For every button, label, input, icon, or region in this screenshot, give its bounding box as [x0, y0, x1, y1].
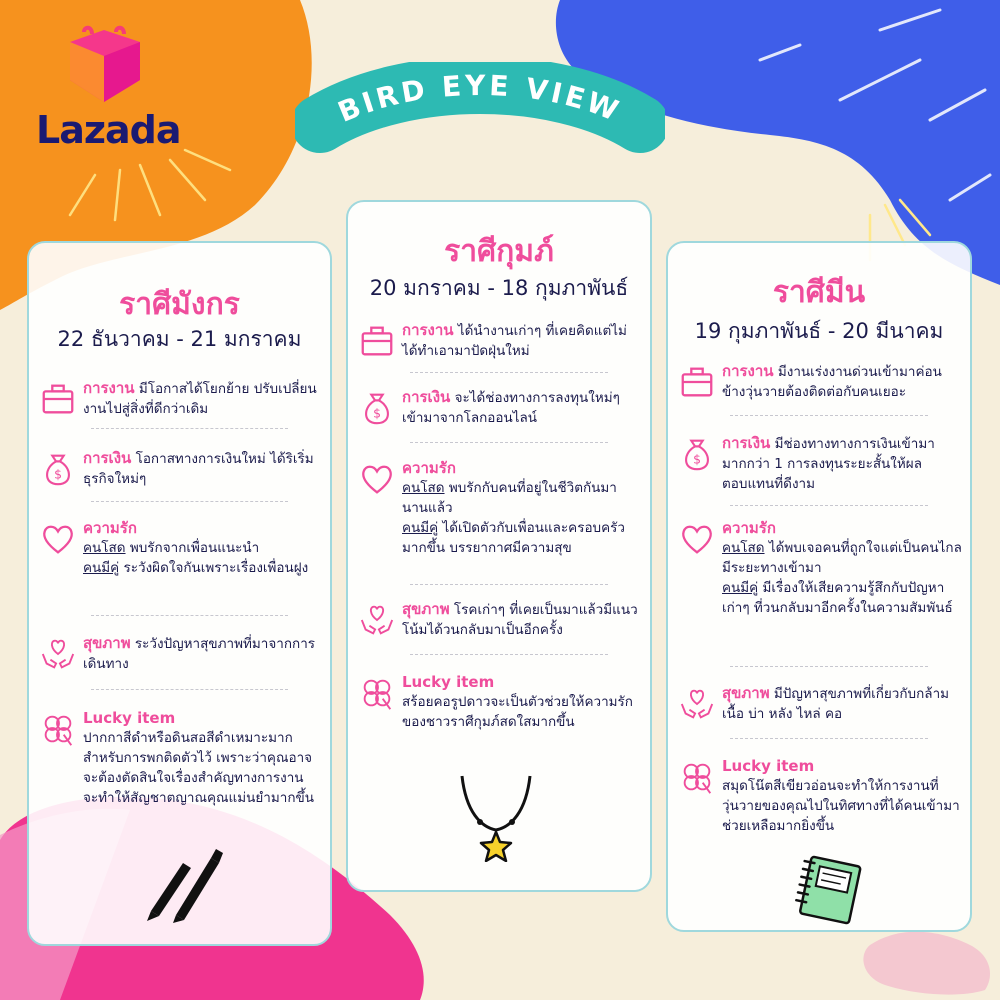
heart-icon [678, 520, 716, 558]
couple-label: คนมีคู่ [83, 560, 120, 576]
briefcase-icon [358, 322, 396, 360]
divider [730, 666, 928, 667]
divider [91, 501, 288, 502]
divider [410, 372, 608, 373]
sign-dates: 22 ธันวาคม - 21 มกราคม [57, 327, 302, 351]
health-hands-icon [678, 685, 716, 723]
clover-icon [358, 674, 396, 712]
couple-label: คนมีคู่ [722, 580, 759, 596]
pen-icon [141, 843, 226, 923]
money-label: การเงิน [722, 434, 771, 452]
money-text: จะได้ช่องทางการลงทุนใหม่ๆ เข้ามาจากโลกออนไลน์ [402, 390, 620, 426]
health-label: สุขภาพ [722, 684, 770, 702]
sign-title: ราศีมีน [772, 275, 866, 310]
capricorn-card [27, 241, 332, 946]
divider [730, 415, 928, 416]
lucky-label: Lucky item [402, 673, 495, 691]
money-text: โอกาสทางการเงินใหม่ ได้ริเริ่มธุรกิจใหม่ๆ [83, 451, 314, 487]
health-label: สุขภาพ [83, 634, 131, 652]
divider [91, 615, 288, 616]
divider [410, 442, 608, 443]
briefcase-icon [678, 363, 716, 401]
svg-text:$: $ [373, 406, 381, 421]
heart-icon [39, 520, 77, 558]
health-hands-icon [358, 601, 396, 639]
couple-text: ได้เปิดตัวกับเพื่อนและครอบครัวมากขึ้น บรรยากาศมีความสุข [402, 520, 625, 556]
lazada-wordmark: Lazada [36, 108, 181, 152]
single-text: ได้พบเจอคนที่ถูกใจแต่เป็นคนไกลมีระยะทางเข้ามา [722, 540, 962, 576]
money-label: การเงิน [402, 388, 451, 406]
heart-icon [358, 460, 396, 498]
love-label: ความรัก [83, 519, 137, 537]
lazada-box-icon [64, 24, 146, 106]
lucky-label: Lucky item [722, 757, 815, 775]
work-text: มีงานเร่งงานด่วนเข้ามาค่อนข้างวุ่นวายต้องติดต่อกับคนเยอะ [722, 364, 942, 400]
divider [91, 428, 288, 429]
health-text: ระวังปัญหาสุขภาพที่มาจากการเดินทาง [83, 636, 316, 672]
divider [410, 584, 608, 585]
title-banner [295, 62, 665, 162]
couple-text: มีเรื่องให้เสียความรู้สึกกับปัญหาเก่าๆ ที่วนกลับมาอีกครั้งในความสัมพันธ์ [722, 580, 953, 616]
money-bag-icon [39, 450, 77, 488]
divider [91, 689, 288, 690]
money-bag-icon [358, 389, 396, 427]
health-hands-icon [39, 635, 77, 673]
svg-text:$: $ [693, 452, 701, 467]
divider [730, 738, 928, 739]
work-label: การงาน [722, 362, 774, 380]
health-text: มีปัญหาสุขภาพที่เกี่ยวกับกล้ามเนื้อ บ่า หลัง ไหล่ คอ [722, 686, 950, 722]
divider [410, 654, 608, 655]
money-label: การเงิน [83, 449, 132, 467]
sign-dates: 20 มกราคม - 18 กุมภาพันธ์ [369, 276, 629, 300]
single-label: คนโสด [722, 540, 765, 556]
couple-text: ระวังผิดใจกันเพราะเรื่องเพื่อนฝูง [123, 560, 309, 576]
lucky-label: Lucky item [83, 709, 176, 727]
single-text: พบรักจากเพื่อนแนะนำ [129, 540, 260, 556]
work-text: มีโอกาสได้โยกย้าย ปรับเปลี่ยนงานไปสู่สิ่งที่ดีกว่าเดิม [83, 381, 317, 417]
sign-title: ราศีกุมภ์ [444, 234, 554, 269]
single-label: คนโสด [83, 540, 126, 556]
single-label: คนโสด [402, 480, 445, 496]
couple-label: คนมีคู่ [402, 520, 439, 536]
sign-title: ราศีมังกร [119, 287, 240, 322]
lazada-logo [36, 20, 186, 152]
svg-text:$: $ [54, 467, 62, 482]
divider [730, 505, 928, 506]
work-text: ได้นำงานเก่าๆ ที่เคยคิดแต่ไม่ได้ทำเอามาปัดฝุ่นใหม่ [402, 323, 627, 359]
clover-icon [678, 758, 716, 796]
love-label: ความรัก [722, 519, 776, 537]
lucky-text: ปากกาสีดำหรือดินสอสีดำเหมาะมากสำหรับการพกติดตัวไว้ เพราะว่าคุณอาจจะต้องตัดสินใจเรื่องสำคัญทางการงาน จะทำให้สัญชาตญาณคุณแม่นยำมากขึ้น [83, 730, 314, 806]
work-label: การงาน [402, 321, 454, 339]
briefcase-icon [39, 380, 77, 418]
star-necklace-icon [456, 772, 536, 862]
health-text: โรคเก่าๆ ที่เคยเป็นมาแล้วมีแนวโน้มได้วนกลับมาเป็นอีกครั้ง [402, 602, 638, 638]
sign-dates: 19 กุมภาพันธ์ - 20 มีนาคม [694, 319, 944, 343]
pisces-card [666, 241, 972, 932]
love-label: ความรัก [402, 459, 456, 477]
single-text: พบรักกับคนที่อยู่ในชีวิตกันมานานแล้ว [402, 480, 617, 516]
money-bag-icon [678, 435, 716, 473]
work-label: การงาน [83, 379, 135, 397]
lucky-text: สมุดโน๊ตสีเขียวอ่อนจะทำให้การงานที่วุ่นวายของคุณไปในทิศทางที่ได้คนเข้ามาช่วยเหลือมากยิ่งขึ้น [722, 778, 960, 834]
lucky-text: สร้อยคอรูปดาวจะเป็นตัวช่วยให้ความรักของชาวราศีกุมภ์สดใสมากขึ้น [402, 694, 633, 730]
health-label: สุขภาพ [402, 600, 450, 618]
money-text: มีช่องทางทางการเงินเข้ามามากกว่า 1 การลงทุนระยะสั้นให้ผลตอบแทนที่ดีงาม [722, 436, 935, 492]
notebook-icon [793, 855, 868, 927]
clover-icon [39, 710, 77, 748]
banner-title: BIRD EYE VIEW [333, 68, 627, 129]
aquarius-card [346, 200, 652, 892]
